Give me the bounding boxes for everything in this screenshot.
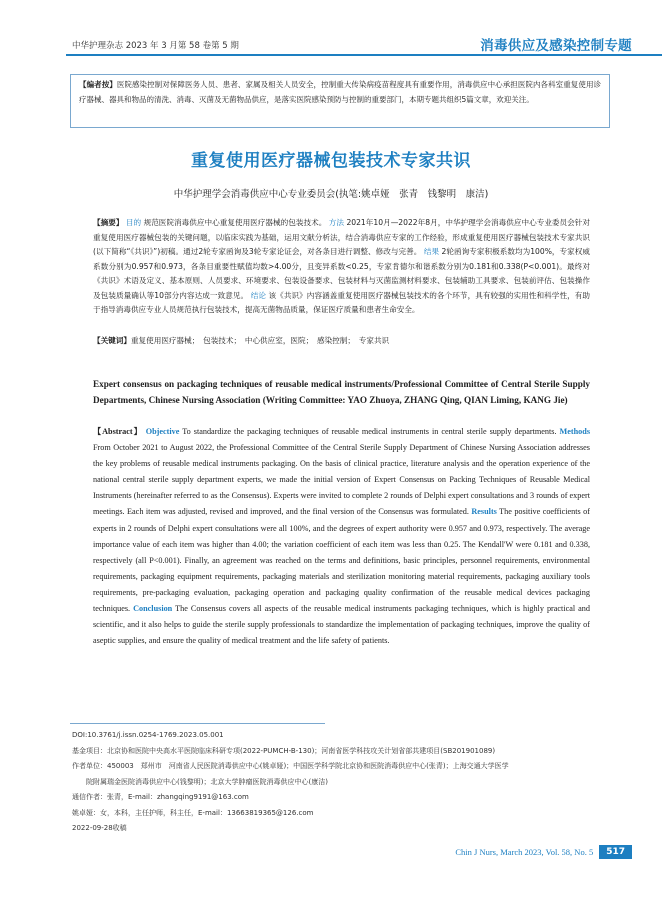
english-abstract	[93, 424, 590, 649]
cn-objective-text: 规范医院消毒供应中心重复使用医疗器械的包装技术。	[143, 218, 327, 227]
english-title: Expert consensus on packaging techniques of reusable medical instruments/Professional Committee of Central Sterile Supply Departments, Chinese Nursing Association (Writing Committee: YAO Zhuoya, ZHANG Qing, QIAN Liming, KANG Jie)	[93, 379, 590, 405]
en-results-text: The positive coefficients of experts in 2 rounds of Delphi expert consultations were all 100%, and the degrees of expert authority were 0.957 and 0.973, respectively. The average importance value of each item was higher than 4.00; the variation coefficient of each item was less than 0.25. The Kendall'W were 0.181 and 0.338, respectively (all P<0.001). Finally, an agreement was reached on the terms and definitions, basic principles, personnel requirements, environmental requirements, packaging equipment requirements, packaging materials and sterilization monitoring material requirements, packaging auxiliary tools requirements, pre-packaging evaluation, packaging operation and packaging quality confirmation of the reusable medical devices packaging techniques.	[93, 507, 590, 614]
footnote-corresponding-author: 通信作者：张青，E-mail：zhangqing9191@163.com	[72, 793, 249, 801]
cn-methods-label: 方法	[328, 218, 344, 227]
footnote-doi: DOI:10.3761/j.issn.0254-1769.2023.05.001	[72, 731, 224, 739]
article-title: 重复使用医疗器械包装技术专家共识	[191, 151, 471, 171]
header-divider	[66, 54, 662, 56]
footnote-affiliation: 作者单位：450003 郑州市 河南省人民医院消毒供应中心(姚卓娅)；中国医学科学院北京协和医院消毒供应中心(张青)；上海交通大学医学	[72, 762, 509, 770]
en-methods-label: Methods	[559, 427, 591, 436]
page-footer	[455, 845, 632, 859]
cn-results-text: 2轮函询专家积极系数均为100%，专家权威系数分别为0.957和0.973，各条目重要性赋值均数>4.00分，且变异系数<0.25，专家肯德尔和谐系数分别为0.181和0.338(P<0.001)。最终对《共识》术语及定义、基本原则、人员要求、环境要求、包装设备要求、包装材料与灭菌监测材料要求、包装辅助工具要求、包装前评估、包装操作及包装质量确认等10部分内容达成一致意见。	[93, 247, 591, 300]
footnote-received-date: 2022-09-28收稿	[72, 824, 127, 832]
footnotes	[72, 728, 592, 837]
cn-methods-text: 2021年10月—2022年8月，中华护理学会消毒供应中心专业委员会针对重复使用医疗器械包装的关键问题，以临床实践为基础，运用文献分析法，结合消毒供应专家的工作经验，形成重复使用医疗器械包装技术专家共识(以下简称“《共识》”)初稿。通过2轮专家函询及3轮专家论证会，对各条目进行调整、修改与完善。	[93, 218, 590, 256]
chinese-abstract	[93, 216, 590, 318]
en-abstract-label: 【Abstract】	[93, 427, 143, 436]
page-number: 517	[599, 845, 632, 859]
chinese-keywords	[93, 334, 590, 349]
en-conclusion-label: Conclusion	[133, 604, 173, 614]
running-header-left: 中华护理杂志 2023 年 3 月第 58 卷第 5 期	[72, 41, 239, 51]
cn-results-label: 结果	[423, 247, 440, 256]
en-methods-text: From October 2021 to August 2022, the Professional Committee of the Central Sterile Supply Department of Chinese Nursing Association addresses the key problems of reusable medical instruments packaging. On the basis of clinical practice, literature analysis and the operation experience of the national central sterile supply department experts, we made the initial version of Expert Consensus on Packing Techniques of Reusable Medical Instruments (hereinafter referred to as the Consensus). Experts were invited to complete 2 rounds of Delphi expert consultations and 3 rounds of expert meetings. Each item was adjusted, revised and improved, and the final version of the Consensus was formulated.	[93, 443, 590, 517]
keywords-label: 【关键词】	[93, 336, 131, 345]
en-results-label: Results	[471, 507, 497, 517]
editor-note-label: 【编者按】	[79, 80, 117, 89]
footnote-divider	[70, 723, 325, 724]
en-objective-text: To standardize the packaging techniques of reusable medical instruments in central sterile supply departments.	[182, 427, 557, 436]
footnote-affiliation-cont: 院附属瑞金医院消毒供应中心(钱黎明)；北京大学肿瘤医院消毒供应中心(康洁)	[72, 777, 328, 786]
article-authors: 中华护理学会消毒供应中心专业委员会(执笔:姚卓娅 张青 钱黎明 康洁)	[173, 189, 489, 200]
footnote-funding: 基金项目：北京协和医院中央高水平医院临床科研专项(2022-PUMCH-B-130)；河南省医学科技攻关计划省部共建项目(SB201901089)	[72, 746, 496, 755]
cn-conclusion-text: 该《共识》内容涵盖重复使用医疗器械包装技术的各个环节，具有较强的实用性和科学性，有助于指导消毒供应专业人员规范执行包装技术，提高无菌物品质量，保证医疗质量和患者生命安全。	[93, 290, 591, 314]
footnote-first-author: 姚卓娅：女，本科，主任护师，科主任，E-mail：13663819365@126.com	[72, 808, 314, 817]
journal-reference: Chin J Nurs, March 2023, Vol. 58, No. 5	[455, 847, 594, 857]
en-conclusion-text: The Consensus covers all aspects of the reusable medical instruments packaging techniques, which is highly practical and scientific, and it also helps to guide the sterile supply professionals to standardize the implementation of packaging techniques, improve the quality of aseptic supplies, and ensure the quality of medical treatment and the life safety of patients.	[93, 604, 590, 646]
editor-note-box	[70, 74, 610, 128]
keywords-text: 重复使用医疗器械； 包装技术； 中心供应室，医院； 感染控制； 专家共识	[130, 336, 390, 345]
cn-objective-label: 目的	[125, 218, 142, 227]
editor-note-text: 医院感染控制对保障医务人员、患者、家属及相关人员安全，控制重大传染病疫苗程度具有重要作用，消毒供应中心承担医院内各科室重复使用诊疗器械、器具和物品的清洗、消毒、灭菌及无菌物品供应，是落实医院感染预防与控制的重要部门，本期专题共组织5篇文章，欢迎关注。	[79, 80, 602, 104]
running-header-topic: 消毒供应及感染控制专题	[480, 38, 632, 54]
cn-conclusion-label: 结论	[250, 290, 267, 300]
cn-abstract-label: 【摘要】	[93, 218, 124, 227]
en-objective-label: Objective	[145, 427, 180, 436]
